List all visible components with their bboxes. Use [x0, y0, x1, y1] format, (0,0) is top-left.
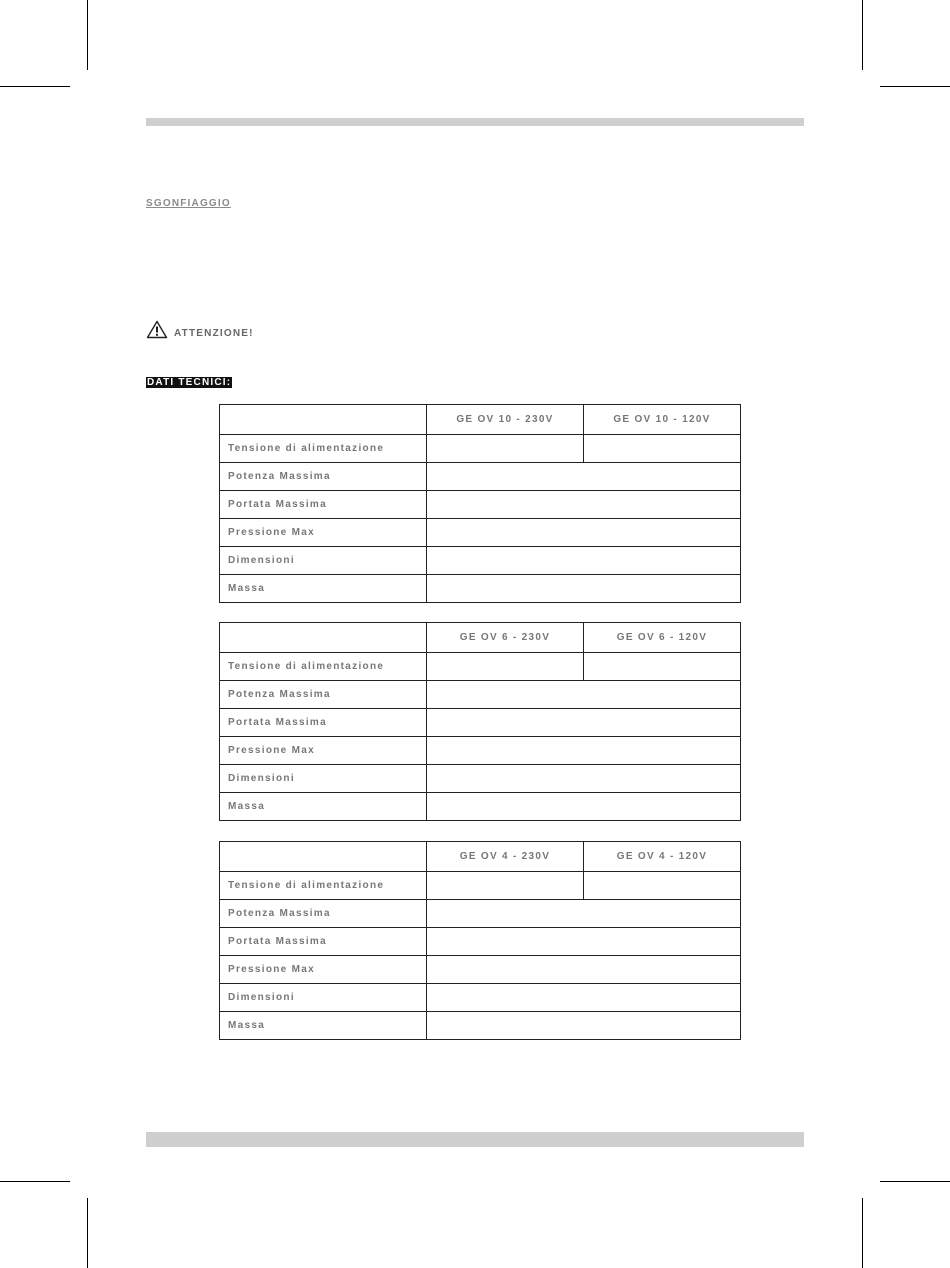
table-row [220, 928, 741, 956]
table-row [220, 900, 741, 928]
value-cell [427, 793, 741, 821]
empty-header-cell [220, 623, 427, 653]
value-cell [427, 900, 741, 928]
table-row [220, 463, 741, 491]
value-cell [427, 956, 741, 984]
value-cell [427, 709, 741, 737]
table-row [220, 872, 741, 900]
warning-notice [146, 320, 254, 339]
crop-mark [0, 86, 70, 87]
empty-header-cell [220, 842, 427, 872]
crop-mark [0, 1181, 70, 1182]
value-cell [427, 463, 741, 491]
row-label: Tensione di alimentazione [220, 653, 427, 681]
table-row [220, 737, 741, 765]
crop-mark [87, 1198, 88, 1268]
table-row [220, 575, 741, 603]
value-cell [584, 872, 741, 900]
row-label: Portata Massima [220, 928, 427, 956]
crop-mark [862, 0, 863, 70]
spec-table-ge-ov-6 [219, 622, 741, 821]
table-row [220, 435, 741, 463]
value-cell [427, 435, 584, 463]
row-label: Potenza Massima [220, 681, 427, 709]
footer-band [146, 1132, 804, 1147]
table-row [220, 491, 741, 519]
value-cell [427, 575, 741, 603]
table-row [220, 765, 741, 793]
value-cell [584, 653, 741, 681]
value-cell [427, 737, 741, 765]
table-header-row [220, 623, 741, 653]
table-row [220, 709, 741, 737]
model-header: GE OV 10 - 230V [427, 405, 584, 435]
model-header: GE OV 10 - 120V [584, 405, 741, 435]
table-row [220, 519, 741, 547]
table-row [220, 984, 741, 1012]
value-cell [427, 491, 741, 519]
row-label: Pressione Max [220, 737, 427, 765]
warning-label: ATTENZIONE! [174, 328, 254, 339]
row-label: Dimensioni [220, 984, 427, 1012]
model-header: GE OV 6 - 120V [584, 623, 741, 653]
section-heading-dati-tecnici: DATI TECNICI: [147, 377, 232, 388]
row-label: Massa [220, 575, 427, 603]
crop-mark [862, 1198, 863, 1268]
table-row [220, 681, 741, 709]
table-header-row [220, 405, 741, 435]
model-header: GE OV 4 - 230V [427, 842, 584, 872]
row-label: Massa [220, 1012, 427, 1040]
table-row [220, 1012, 741, 1040]
section-heading-sgonfiaggio: SGONFIAGGIO [146, 198, 231, 209]
row-label: Potenza Massima [220, 463, 427, 491]
empty-header-cell [220, 405, 427, 435]
value-cell [584, 435, 741, 463]
header-band [146, 118, 804, 126]
value-cell [427, 1012, 741, 1040]
row-label: Portata Massima [220, 709, 427, 737]
table-header-row [220, 842, 741, 872]
spec-table-ge-ov-4 [219, 841, 741, 1040]
value-cell [427, 984, 741, 1012]
crop-mark [87, 0, 88, 70]
row-label: Pressione Max [220, 956, 427, 984]
value-cell [427, 765, 741, 793]
row-label: Potenza Massima [220, 900, 427, 928]
table-row [220, 653, 741, 681]
value-cell [427, 653, 584, 681]
crop-mark [880, 1181, 950, 1182]
model-header: GE OV 6 - 230V [427, 623, 584, 653]
value-cell [427, 928, 741, 956]
row-label: Dimensioni [220, 765, 427, 793]
table-row [220, 793, 741, 821]
crop-mark [880, 86, 950, 87]
table-row [220, 547, 741, 575]
row-label: Dimensioni [220, 547, 427, 575]
value-cell [427, 519, 741, 547]
row-label: Massa [220, 793, 427, 821]
row-label: Tensione di alimentazione [220, 872, 427, 900]
value-cell [427, 681, 741, 709]
warning-triangle-icon [146, 320, 168, 339]
model-header: GE OV 4 - 120V [584, 842, 741, 872]
row-label: Portata Massima [220, 491, 427, 519]
spec-table-ge-ov-10 [219, 404, 741, 603]
table-row [220, 956, 741, 984]
row-label: Pressione Max [220, 519, 427, 547]
value-cell [427, 872, 584, 900]
value-cell [427, 547, 741, 575]
row-label: Tensione di alimentazione [220, 435, 427, 463]
